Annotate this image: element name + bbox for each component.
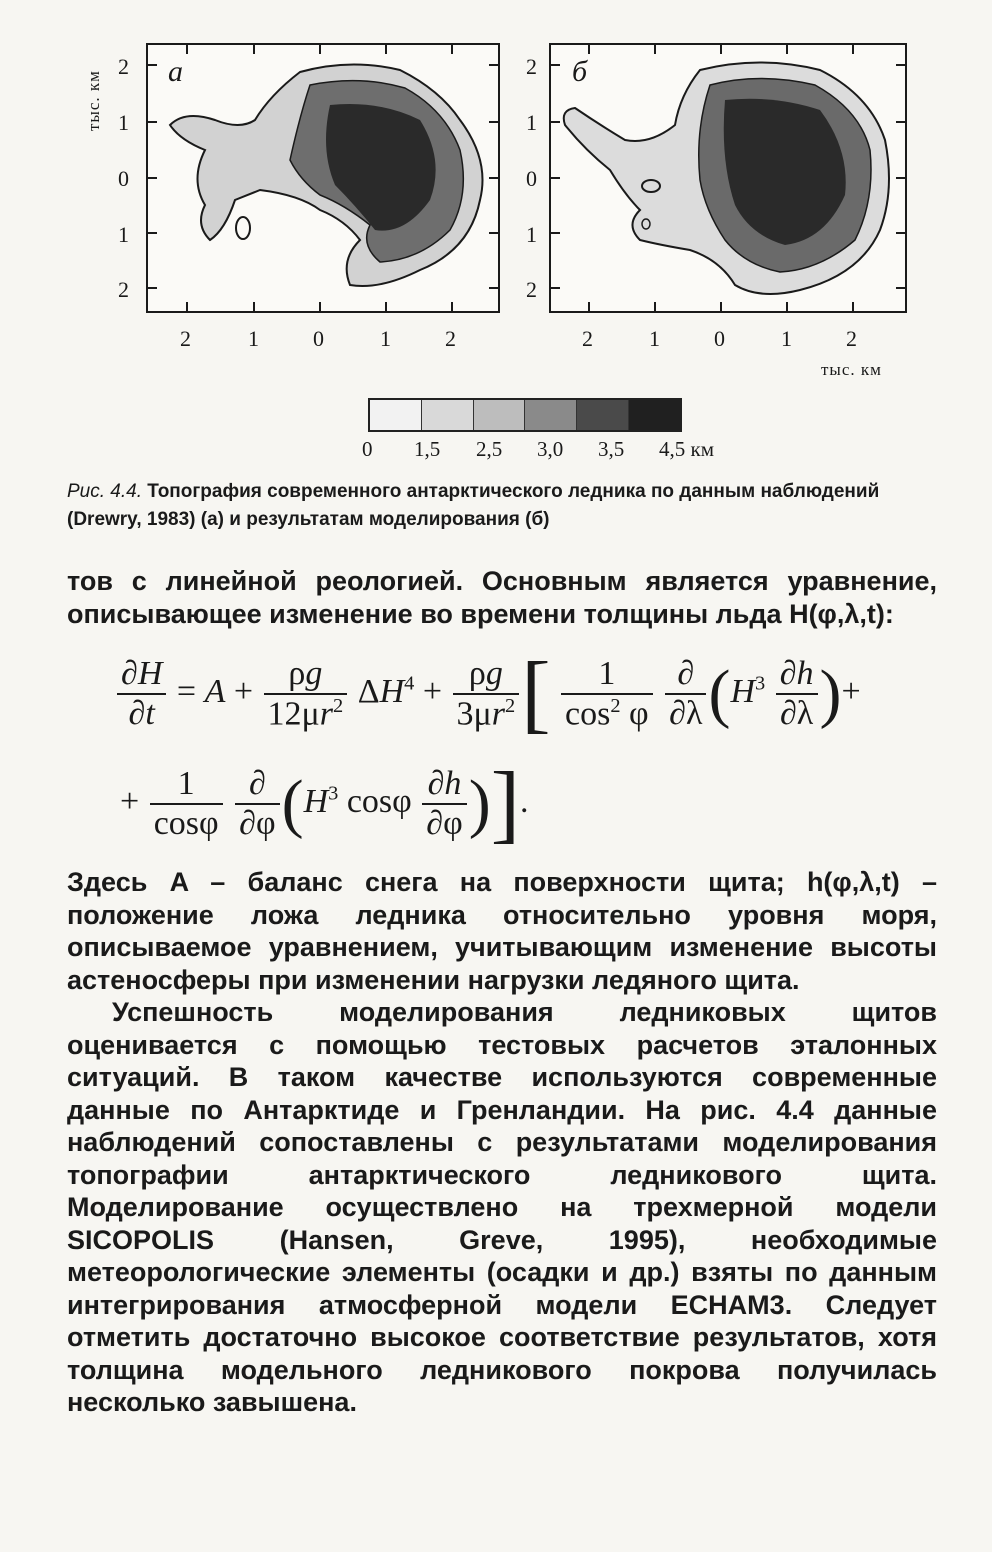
x-tick-label: 0: [714, 326, 725, 351]
colorbar-label: 3,0: [537, 437, 564, 461]
colorbar-label: 3,5: [598, 437, 625, 461]
y-tick-label: 1: [526, 222, 537, 247]
x-tick-label: 2: [582, 326, 593, 351]
colorbar: [368, 398, 682, 432]
x-tick-label: 2: [180, 326, 191, 351]
y-tick-label: 1: [118, 110, 129, 135]
x-tick-label: 1: [248, 326, 259, 351]
colorbar-segment: [577, 400, 629, 430]
colorbar-label: 4,5 км: [659, 437, 714, 461]
y-tick-label: 1: [118, 222, 129, 247]
body-text: [67, 866, 937, 1419]
y-tick-label: 0: [118, 166, 129, 191]
y-tick-label: 0: [526, 166, 537, 191]
x-tick-label: 0: [313, 326, 324, 351]
x-axis-unit: тыс. км: [821, 360, 882, 379]
panel-b: [550, 44, 906, 312]
colorbar-segment: [370, 400, 422, 430]
panel-b-letter: б: [572, 55, 588, 88]
paragraph-1: тов с линейной реологией. Основным является уравнение, описывающее изменение во времени толщины льда H(φ,λ,t):: [67, 566, 937, 629]
colorbar-segment: [474, 400, 526, 430]
y-tick-label: 2: [118, 54, 129, 79]
x-tick-label: 1: [781, 326, 792, 351]
x-tick-label: 1: [649, 326, 660, 351]
caption-label: Рис. 4.4.: [67, 481, 142, 502]
equation-line-2: + $\frac{1}{\cos\varphi}$ $\frac{\partial}{\partial\varphi}$ ($H^3$ cosφ $\frac{\partial h}{\partial\varphi}$ )].: [120, 755, 529, 852]
colorbar-segment: [422, 400, 474, 430]
figure-caption: [67, 478, 937, 534]
x-tick-label: 2: [846, 326, 857, 351]
y-tick-label: 2: [118, 277, 129, 302]
y-tick-label: 2: [526, 277, 537, 302]
colorbar-label: 1,5: [414, 437, 441, 461]
paragraph-2: Здесь A – баланс снега на поверхности щита; h(φ,λ,t) – положение ложа ледника относительно уровня моря, описываемое уравнением, учитывающим изменение высоты астеносферы при изменении нагрузки ледяного щита.: [67, 867, 937, 995]
colorbar-segment: [629, 400, 680, 430]
paragraph-3: Успешность моделирования ледниковых щитов оценивается с помощью тестовых расчетов эталонных ситуаций. В таком качестве используются современные данные по Антарктиде и Гренландии. На рис. 4.4 данные наблюдений сопоставлены с результатами моделирования топографии антарктического ледникового щита. Моделирование осуществлено на трехмерной модели SICOPOLIS (Hansen, Greve, 1995), необходимые метеорологические элементы (осадки и др.) взяты по данным интегрирования атмосферной модели ECHAM3. Следует отметить достаточно высокое соответствие результатов, хотя толщина модельного ледникового покрова получилась несколько завышена.: [67, 997, 937, 1417]
colorbar-label: 0: [362, 437, 373, 461]
colorbar-segment: [525, 400, 577, 430]
x-tick-label: 2: [445, 326, 456, 351]
equation-line-1: $\frac{\partial H}{\partial t}$ = A + $\frac{\rho g}{12\mu r^2}$ $\Delta H^4$ + $\frac{\rho g}{3\mu r^2}$ [ $\frac{1}{\cos^2 \varphi}$ $\frac{\partial}{\partial\lambda}$ ($H^3$ $\frac{\partial h}{\partial\lambda}$ )+: [115, 650, 861, 738]
y-axis-unit: тыс. км: [84, 70, 103, 131]
y-tick-label: 2: [526, 54, 537, 79]
x-tick-label: 1: [380, 326, 391, 351]
caption-text: Топография современного антарктического ледника по данным наблюдений (Drewry, 1983) (а) и результатам моделирования (б): [67, 481, 880, 530]
panel-a-letter: а: [168, 55, 183, 88]
y-tick-label: 1: [526, 110, 537, 135]
body-paragraph: [67, 565, 937, 630]
colorbar-label: 2,5: [476, 437, 503, 461]
panel-a: [147, 44, 499, 312]
